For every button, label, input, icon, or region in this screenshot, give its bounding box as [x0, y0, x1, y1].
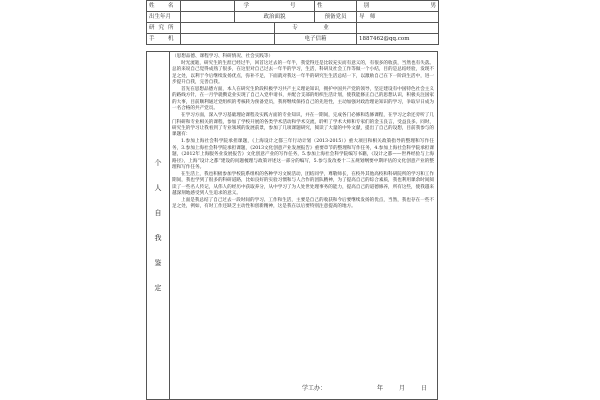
major-label: 专 业 [275, 23, 357, 34]
paragraph-summary: 上面是我总结了自己过去一段时间的学习、工作和生活，主要是自己的收获和今后要继续发扬的优点，当然，我也存在一些不足之处，例如，有时工作还缺乏主动性和创新精神，这是我在以后要特别注意提高的地方。 [172, 197, 434, 210]
political-status-value: 预备党员 [315, 12, 357, 23]
info-row-phone [147, 34, 439, 45]
phone-value [181, 34, 275, 45]
gender-value: 男 [357, 1, 439, 12]
signature-label: 学工办： [302, 385, 327, 392]
birth-label: 出生年月 [147, 12, 181, 23]
gender-label: 性 别 [315, 1, 357, 12]
date-day: 日 [421, 385, 428, 392]
date-line [377, 385, 427, 393]
section-title-char: 鉴 [154, 258, 162, 267]
birth-value [181, 12, 235, 23]
section-title-char: 人 [154, 183, 162, 192]
paragraph-projects: 1.参加上海社会科学院承担课题，《上海设计之都三年行动计划（2013-2015）》重大项目和相关政策指导的整理和写作任务，3.参加上海社会科学院承担课题，《2013文化创意产业发展报告》重要章节的整理和写作任务，4.参加上海社会科学院承担课题，《2012年上海服务业发展报告》文化创意产业的写作任务，5.参加上海社会科学院编写书籍，《设计之都——世界经验与上海路径》，上海“设计之都”建设的问题梳理与政策评述这一部分的编写，5.参与发改委十二五规划纲要中期评估的文化创意产业的整理和写作任务。 [172, 139, 434, 170]
email-label: 电子信箱 [275, 34, 357, 45]
email-value: 1887462@qq.com [357, 34, 439, 45]
phone-label: 手 机 [147, 34, 181, 45]
date-month: 月 [399, 385, 406, 392]
institute-label: 研究所 [147, 23, 181, 34]
name-label: 姓 名 [147, 1, 181, 12]
section-title-char: 我 [154, 233, 162, 242]
info-row-name [147, 1, 439, 12]
personal-info-table [146, 0, 439, 45]
self-assessment-section [146, 51, 438, 400]
date-year: 年 [377, 385, 384, 392]
section-title-char: 自 [154, 208, 162, 217]
section-hint: （思想品德、课程学习、科研情况、社会实践等） [172, 54, 274, 59]
name-value [181, 1, 235, 12]
self-assessment-form [146, 0, 438, 400]
info-row-institute [147, 23, 439, 34]
paragraph-life: 在生活上，我也积极参加学校院系组织的各种学习文娱活动，团结同学，尊敬师长，在校外其他高校和科研院所的学习和工作期间，我也学到了很多的科研道路，比如良好的实验习惯和与人合作的团队精神，为了提高自己的综合素质，我也利用课余时间阅读了一些名人传记，从伟人的经历中获取养分，从中学习了为人处世处理事务的能力，提高自己的道德修养，所有这些，使我越来越深刻地感受到人生追求的意义。 [172, 171, 434, 197]
major-value [357, 23, 439, 34]
student-id-label: 学 号 [235, 1, 315, 12]
section-title-vertical [147, 52, 170, 399]
section-title-char: 定 [154, 283, 162, 292]
paragraph-study: 在学习方面，深入学习基础理论课程及实践方面的专业知识，并在一期间，完成各门必修和选修课程，在学习之余还旁听了几门科研和专业相关的课程，参加了学校开展的各类学术活动和学术交流，聆听了学术大师和专家们的金玉良言，受益良多。同时，研究生的学习让我看到了专业领域的发展前景，参加了几项课题研究，阅读了大量的中外文献，提出了自己的设想，目前我参与的课题有： [172, 113, 434, 138]
info-row-birth [147, 12, 439, 23]
section-title-char: 个 [154, 158, 162, 167]
paragraph-ideology: 首先在思想品德方面，本人在研究生阶段积极学习共产主义理论知识，拥护中国共产党的领导，坚定建设有中国特色社会主义的路线方针，在一月学就攒竞业实现了自己入党申请书，并配合支部的组织生活计划，使我能修正自己的思想认识，积极关注国家的大事，目前顺利通过党组织的考核转为预备党员，我将继续保持自己的先进性，主动加强对政治理论知识的学习，争取早日成为一名合格的共产党员。 [172, 87, 434, 112]
assessment-text [172, 54, 434, 211]
political-status-label: 政治面貌 [235, 12, 315, 23]
advisor-label: 导 师 [357, 12, 439, 23]
institute-value [181, 23, 275, 34]
paragraph-intro: 时光流逝，研究生的生涯已经过半，回首这过去的一年半，我觉得还是比较充实而有意义的，有很多的收获，当然也有失落。总的来说自己觉得成熟了很多，在这里对自己过去一年半的学习，生活，科研及社会工作等做一个小结，目的是总结经验，发现不足之处，以利于今后继续发扬优点，弥补不足，下面就对我这一年半的研究生生活总结一下，以激励自己在下一阶段生活中，进一步提升自我，完善自我。 [172, 60, 434, 86]
